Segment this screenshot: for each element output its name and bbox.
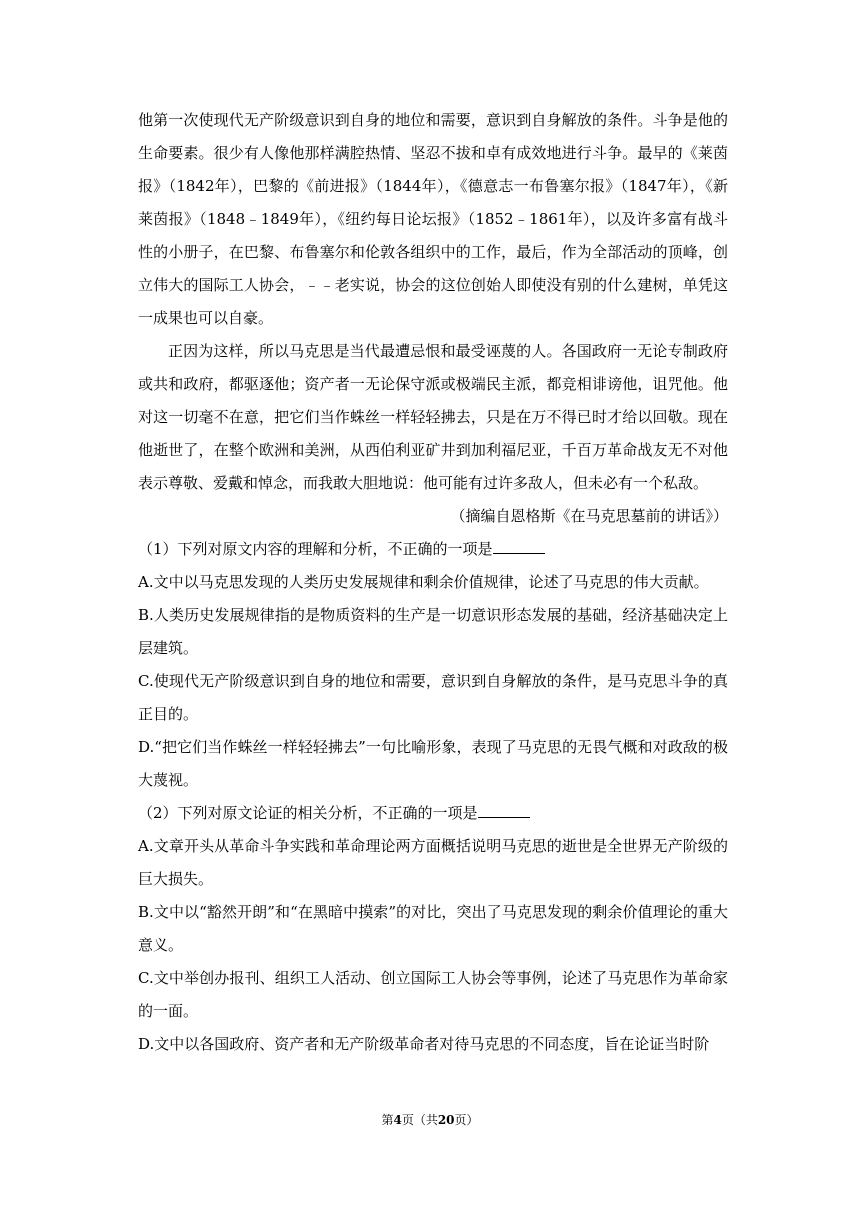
question-1-option-a: A.文中以马克思发现的人类历史发展规律和剩余价值规律，论述了马克思的伟大贡献。	[138, 573, 709, 591]
passage-paragraph-2: 正因为这样，所以马克思是当代最遭忌恨和最受诬蔑的人。各国政府一无论专制政府或共和政府，都驱逐他；资产者一无论保守派或极端民主派，都竞相诽谤他，诅咒他。他对这一切毫不在意，把它们当作蛛丝一样轻轻拂去，只是在万不得已时才给以回敬。现在他逝世了，在整个欧洲和美洲，从西伯利亚矿井到加利福尼亚，千百万革命战友无不对他表示尊敬、爱戴和悼念，而我敢大胆地说：他可能有过许多敌人，但未必有一个私敌。	[138, 342, 728, 492]
page-footer	[0, 1112, 860, 1128]
question-1-option-b: B.人类历史发展规律指的是物质资料的生产是一切意识形态发展的基础，经济基础决定上层建筑。	[138, 606, 728, 657]
footer-total-pages: 20	[437, 1113, 455, 1127]
question-2-stem-text: （2）下列对原文论证的相关分析，不正确的一项是	[138, 804, 478, 822]
question-2-option-a: A.文章开头从革命斗争实践和革命理论两方面概括说明马克思的逝世是全世界无产阶级的巨大损失。	[138, 837, 728, 888]
question-1-option-c: C.使现代无产阶级意识到自身的地位和需要，意识到自身解放的条件，是马克思斗争的真正目的。	[138, 672, 728, 723]
question-2-option-d: D.文中以各国政府、资产者和无产阶级革命者对待马克思的不同态度，旨在论证当时阶	[138, 1035, 710, 1053]
footer-mid: 页（共	[401, 1113, 438, 1127]
question-2-stem	[138, 797, 728, 830]
question-1-stem-text: （1）下列对原文内容的理解和分析，不正确的一项是	[138, 540, 493, 558]
passage-paragraph-1: 他第一次使现代无产阶级意识到自身的地位和需要，意识到自身解放的条件。斗争是他的生命要素。很少有人像他那样满腔热情、坚忍不拔和卓有成效地进行斗争。最早的《莱茵报》（1842年），巴黎的《前进报》（1844年），《德意志一布鲁塞尔报》（1847年），《新莱茵报》（1848﹣1849年），《纽约每日论坛报》（1852﹣1861年），以及许多富有战斗性的小册子，在巴黎、布鲁塞尔和伦敦各组织中的工作，最后，作为全部活动的顶峰，创立伟大的国际工人协会，﹣﹣老实说，协会的这位创始人即使没有别的什么建树，单凭这一成果也可以自豪。	[138, 111, 728, 327]
page-content	[138, 104, 728, 1061]
question-1-stem	[138, 533, 728, 566]
footer-page-number: 4	[393, 1113, 402, 1127]
footer-suffix: 页）	[454, 1113, 479, 1127]
answer-blank	[478, 803, 530, 818]
question-1-option-d: D.“把它们当作蛛丝一样轻轻拂去”一句比喻形象，表现了马克思的无畏气概和对政敌的极大蔑视。	[138, 738, 728, 789]
footer-prefix: 第	[381, 1113, 394, 1127]
passage-source: （摘编自恩格斯《在马克思墓前的讲话》）	[450, 507, 728, 525]
answer-blank	[493, 539, 545, 554]
question-2-option-c: C.文中举创办报刊、组织工人活动、创立国际工人协会等事例，论述了马克思作为革命家的一面。	[138, 969, 728, 1020]
question-2-option-b: B.文中以“豁然开朗”和“在黑暗中摸索”的对比，突出了马克思发现的剩余价值理论的重大意义。	[138, 903, 728, 954]
